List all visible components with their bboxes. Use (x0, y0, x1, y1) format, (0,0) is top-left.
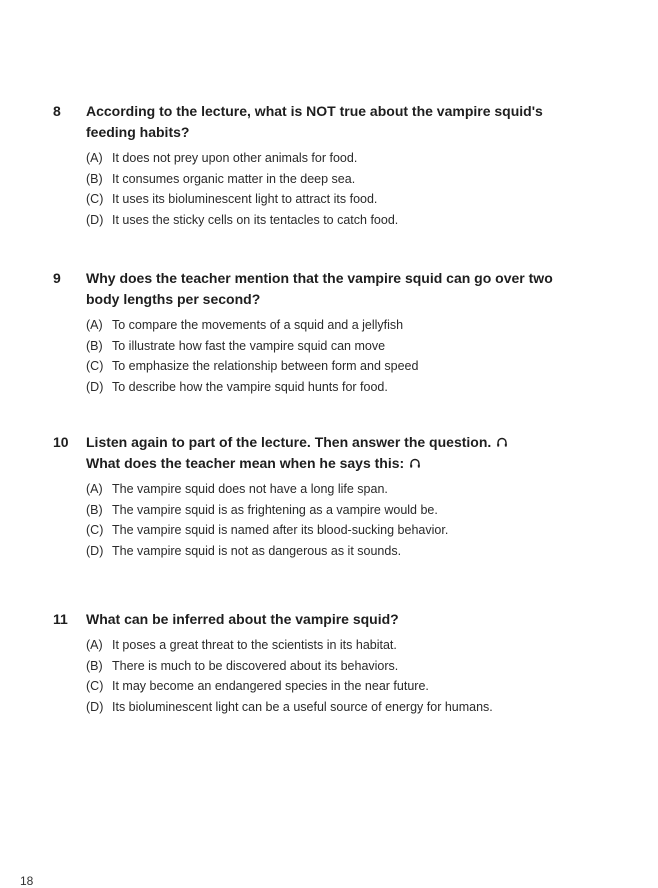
answer-option-b[interactable] (86, 336, 606, 357)
option-letter: (A) (86, 318, 103, 332)
option-letter: (D) (86, 543, 104, 558)
answer-options (86, 635, 606, 717)
question-line: body lengths per second? (86, 291, 261, 307)
question-line (86, 432, 606, 453)
question-prompt (86, 101, 606, 143)
question-number: 8 (53, 103, 61, 119)
answer-option-a[interactable] (86, 148, 606, 169)
answer-option-d[interactable] (86, 541, 606, 562)
option-letter: (A) (86, 151, 103, 165)
option-text: To illustrate how fast the vampire squid can move (112, 338, 386, 353)
answer-option-a[interactable] (86, 635, 606, 656)
option-text: It uses its bioluminescent light to attract its food. (112, 192, 378, 206)
option-letter: (C) (86, 523, 104, 537)
question-line-text: What does the teacher mean when he says this: (86, 455, 405, 471)
answer-options (86, 479, 606, 561)
answer-option-d[interactable] (86, 210, 606, 231)
option-text: To emphasize the relationship between form and speed (112, 359, 419, 373)
option-letter: (A) (86, 482, 103, 496)
option-letter: (D) (86, 212, 104, 227)
answer-options (86, 148, 606, 230)
option-text: The vampire squid is not as dangerous as it sounds. (112, 543, 402, 558)
option-text: The vampire squid does not have a long life span. (112, 482, 388, 496)
answer-option-d[interactable] (86, 377, 606, 398)
answer-option-c[interactable] (86, 520, 606, 541)
option-letter: (A) (86, 638, 103, 652)
option-letter: (D) (86, 379, 104, 394)
answer-option-a[interactable] (86, 479, 606, 500)
answer-option-a[interactable] (86, 315, 606, 336)
answer-option-b[interactable] (86, 656, 606, 677)
option-text: It uses the sticky cells on its tentacles to catch food. (112, 212, 399, 227)
question-prompt (86, 609, 606, 630)
option-letter: (C) (86, 359, 104, 373)
option-letter: (B) (86, 338, 103, 353)
option-letter: (B) (86, 658, 103, 673)
option-text: The vampire squid is named after its blood-sucking behavior. (112, 523, 449, 537)
option-text: The vampire squid is as frightening as a vampire would be. (112, 502, 438, 517)
headphones-icon[interactable] (496, 436, 508, 448)
option-text: It does not prey upon other animals for food. (112, 151, 358, 165)
question-line-text: Listen again to part of the lecture. Then answer the question. (86, 434, 492, 450)
option-text: It may become an endangered species in the near future. (112, 679, 429, 693)
answer-option-c[interactable] (86, 676, 606, 697)
option-text: Its bioluminescent light can be a useful source of energy for humans. (112, 699, 493, 714)
option-letter: (B) (86, 171, 103, 186)
question-number: 11 (53, 611, 68, 627)
option-text: It consumes organic matter in the deep sea. (112, 171, 356, 186)
question-prompt (86, 432, 606, 474)
question-line (86, 453, 606, 474)
answer-option-b[interactable] (86, 169, 606, 190)
answer-option-c[interactable] (86, 189, 606, 210)
option-text: To describe how the vampire squid hunts for food. (112, 379, 388, 394)
option-letter: (D) (86, 699, 104, 714)
question-prompt (86, 268, 606, 310)
answer-option-d[interactable] (86, 697, 606, 718)
question-line: Why does the teacher mention that the vampire squid can go over two (86, 270, 553, 286)
question-number: 9 (53, 270, 61, 286)
option-text: To compare the movements of a squid and a jellyfish (112, 318, 404, 332)
question-line: According to the lecture, what is NOT true about the vampire squid's (86, 103, 543, 119)
option-letter: (B) (86, 502, 103, 517)
answer-option-b[interactable] (86, 500, 606, 521)
answer-option-c[interactable] (86, 356, 606, 377)
answer-options (86, 315, 606, 397)
question-line: feeding habits? (86, 124, 190, 140)
headphones-icon[interactable] (409, 457, 421, 469)
option-letter: (C) (86, 679, 104, 693)
option-letter: (C) (86, 192, 104, 206)
question-line: What can be inferred about the vampire squid? (86, 611, 399, 627)
option-text: There is much to be discovered about its behaviors. (112, 658, 399, 673)
question-number: 10 (53, 434, 69, 450)
option-text: It poses a great threat to the scientists in its habitat. (112, 638, 397, 652)
page-number: 18 (20, 874, 34, 888)
